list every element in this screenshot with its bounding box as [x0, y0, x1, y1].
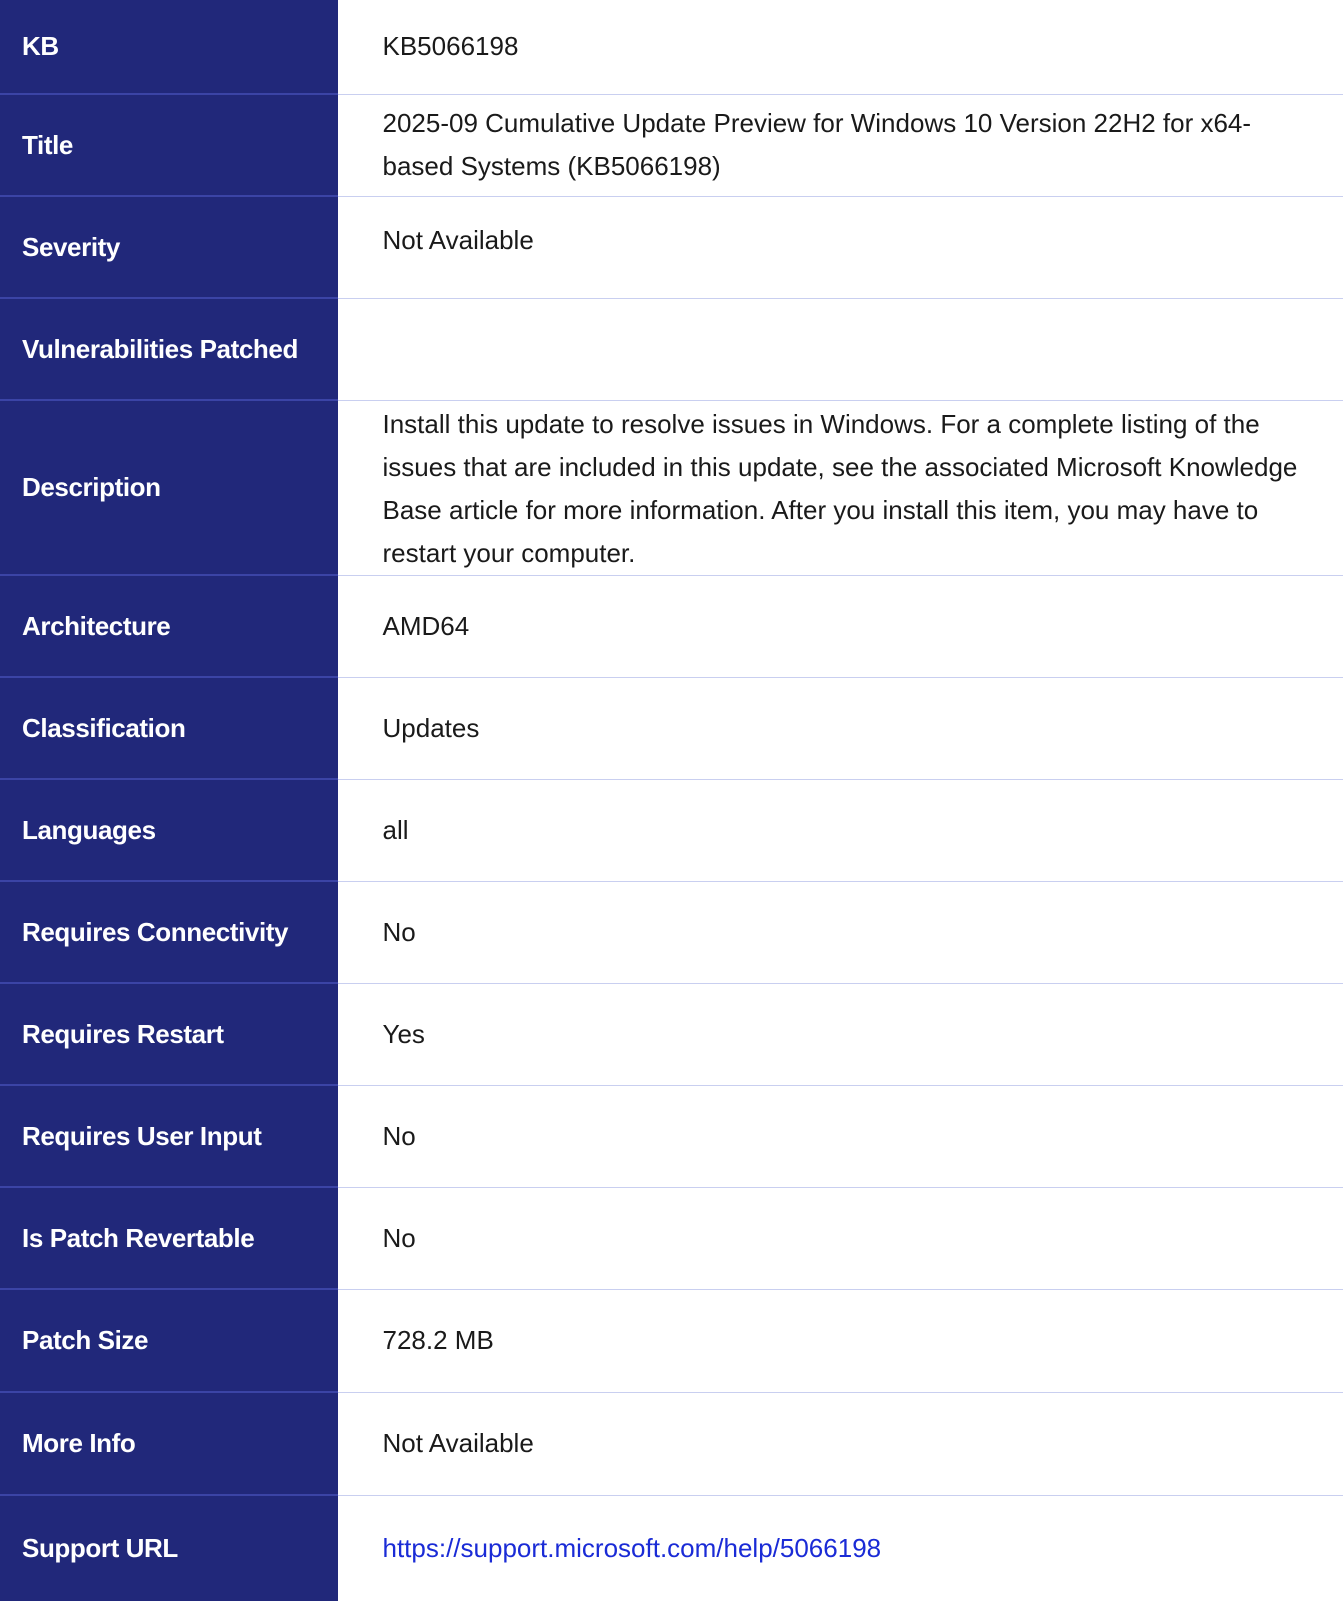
- row-value-severity: Not Available: [337, 196, 1343, 298]
- row-label-kb: KB: [0, 0, 337, 94]
- row-label-description: Description: [0, 400, 337, 575]
- row-value-requires-connectivity: No: [337, 881, 1343, 983]
- row-classification: [0, 677, 1343, 779]
- row-label-vulnerabilities-patched: Vulnerabilities Patched: [0, 298, 337, 400]
- row-vulnerabilities-patched: [0, 298, 1343, 400]
- row-value-architecture: AMD64: [337, 575, 1343, 677]
- row-label-is-patch-revertable: Is Patch Revertable: [0, 1187, 337, 1289]
- row-label-severity: Severity: [0, 196, 337, 298]
- row-kb: [0, 0, 1343, 94]
- row-value-is-patch-revertable: No: [337, 1187, 1343, 1289]
- row-value-languages: all: [337, 779, 1343, 881]
- row-languages: [0, 779, 1343, 881]
- row-label-architecture: Architecture: [0, 575, 337, 677]
- row-requires-connectivity: [0, 881, 1343, 983]
- row-requires-restart: [0, 983, 1343, 1085]
- row-value-more-info: Not Available: [337, 1392, 1343, 1495]
- row-description: [0, 400, 1343, 575]
- row-value-requires-restart: Yes: [337, 983, 1343, 1085]
- row-is-patch-revertable: [0, 1187, 1343, 1289]
- support-url-link[interactable]: https://support.microsoft.com/help/5066198: [382, 1532, 882, 1563]
- row-requires-user-input: [0, 1085, 1343, 1187]
- row-label-languages: Languages: [0, 779, 337, 881]
- row-label-support-url: Support URL: [0, 1495, 337, 1601]
- row-patch-size: [0, 1289, 1343, 1392]
- row-label-patch-size: Patch Size: [0, 1289, 337, 1392]
- row-architecture: [0, 575, 1343, 677]
- row-title: [0, 94, 1343, 196]
- row-support-url: [0, 1495, 1343, 1601]
- row-label-requires-user-input: Requires User Input: [0, 1085, 337, 1187]
- row-value-description: Install this update to resolve issues in Windows. For a complete listing of the issues that are included in this update, see the associated Microsoft Knowledge Base article for more information. After you install this item, you may have to restart your computer.: [337, 400, 1343, 575]
- row-label-more-info: More Info: [0, 1392, 337, 1495]
- row-value-support-url: [337, 1495, 1343, 1601]
- row-label-requires-restart: Requires Restart: [0, 983, 337, 1085]
- row-more-info: [0, 1392, 1343, 1495]
- row-value-vulnerabilities-patched: [337, 298, 1343, 400]
- row-label-classification: Classification: [0, 677, 337, 779]
- row-value-title: 2025-09 Cumulative Update Preview for Windows 10 Version 22H2 for x64-based Systems (KB5066198): [337, 94, 1343, 196]
- row-value-patch-size: 728.2 MB: [337, 1289, 1343, 1392]
- row-value-kb: KB5066198: [337, 0, 1343, 94]
- row-value-classification: Updates: [337, 677, 1343, 779]
- row-label-title: Title: [0, 94, 337, 196]
- row-value-requires-user-input: No: [337, 1085, 1343, 1187]
- row-label-requires-connectivity: Requires Connectivity: [0, 881, 337, 983]
- row-severity: [0, 196, 1343, 298]
